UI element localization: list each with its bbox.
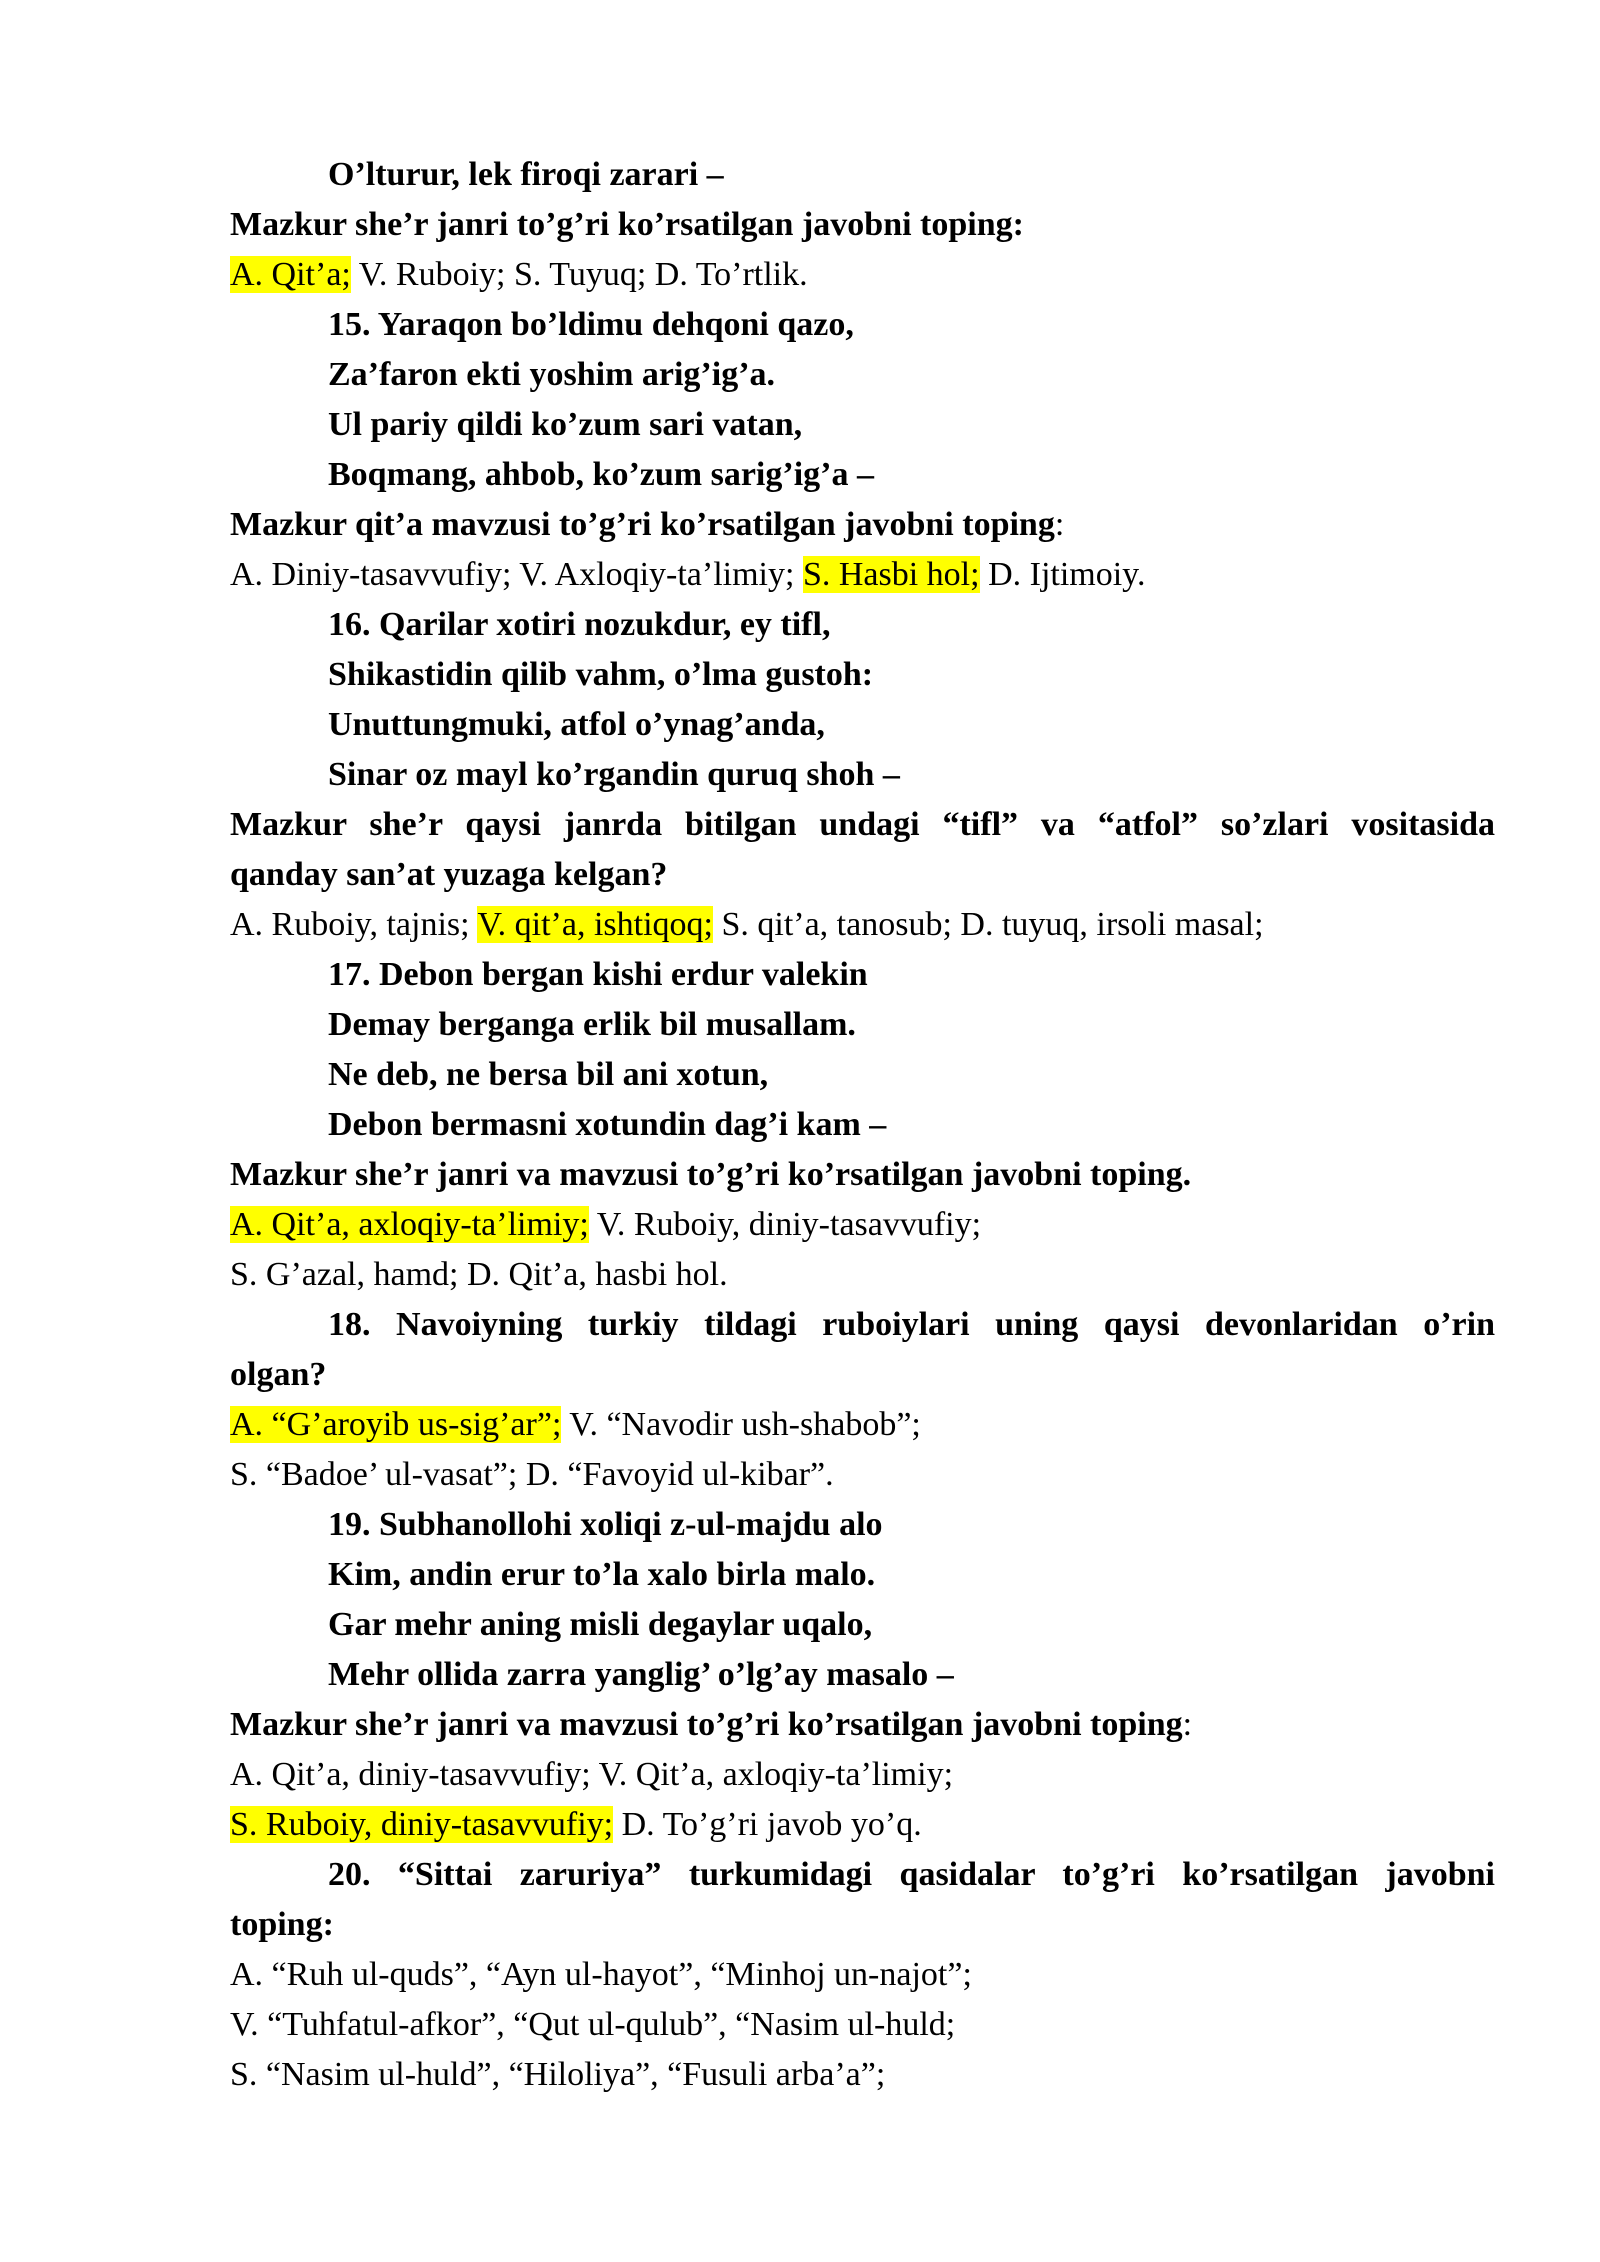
verse-line: 17. Debon bergan kishi erdur valekin <box>328 956 868 993</box>
verse-line: Boqmang, ahbob, ko’zum sarig’ig’a – <box>328 456 874 493</box>
correct-answer-highlight: A. Qit’a; <box>230 256 351 293</box>
answer-options-text: V. Ruboiy; S. Tuyuq; D. To’rtlik. <box>350 256 808 293</box>
verse-line: Za’faron ekti yoshim arig’ig’a. <box>328 356 776 393</box>
verse-line: Sinar oz mayl ko’rgandin quruq shoh – <box>328 756 900 793</box>
verse-line: Ne deb, ne bersa bil ani xotun, <box>328 1056 769 1093</box>
answer-options <box>230 1200 1495 1250</box>
answer-options-text: D. Ijtimoiy. <box>979 556 1146 593</box>
verse-line: Mehr ollida zarra yanglig’ o’lg’ay masalo – <box>328 1656 954 1693</box>
question-text: qanday san’at yuzaga kelgan? <box>230 856 668 893</box>
question-text: Mazkur she’r qaysi janrda bitilgan undagi “tifl” va “atfol” so’zlari vositasida <box>230 806 1495 843</box>
answer-options-text: S. qit’a, tanosub; D. tuyuq, irsoli masal; <box>712 906 1264 943</box>
answer-options <box>230 1400 1495 1450</box>
answer-options: S. G’azal, hamd; D. Qit’a, hasbi hol. <box>230 1256 728 1293</box>
answer-options: S. “Badoe’ ul-vasat”; D. “Favoyid ul-kibar”. <box>230 1456 834 1493</box>
answer-option: A. “Ruh ul-quds”, “Ayn ul-hayot”, “Minhoj un-najot”; <box>230 1956 972 1993</box>
correct-answer-highlight: S. Hasbi hol; <box>802 556 980 593</box>
answer-options-text: A. Ruboiy, tajnis; <box>230 906 478 943</box>
verse-line: Gar mehr aning misli degaylar uqalo, <box>328 1606 873 1643</box>
verse-line: Ul pariy qildi ko’zum sari vatan, <box>328 406 803 443</box>
question-text: olgan? <box>230 1356 327 1393</box>
correct-answer-highlight: A. “G’aroyib us-sig’ar”; <box>230 1406 562 1443</box>
question-colon: : <box>1054 506 1065 543</box>
correct-answer-highlight: V. qit’a, ishtiqoq; <box>477 906 713 943</box>
answer-options <box>230 550 1495 600</box>
verse-line: Debon bermasni xotundin dag’i kam – <box>328 1106 887 1143</box>
question-text <box>230 1700 1495 1750</box>
document-page <box>230 150 1495 2100</box>
question-text: toping: <box>230 1906 334 1943</box>
answer-options-text: V. Ruboiy, diniy-tasavvufiy; <box>588 1206 982 1243</box>
answer-options <box>230 250 1495 300</box>
verse-line: Unuttungmuki, atfol o’ynag’anda, <box>328 706 825 743</box>
answer-options: A. Qit’a, diniy-tasavvufiy; V. Qit’a, axloqiy-ta’limiy; <box>230 1756 954 1793</box>
answer-options <box>230 1800 1495 1850</box>
question-text <box>230 500 1495 550</box>
verse-line: 15. Yaraqon bo’ldimu dehqoni qazo, <box>328 306 854 343</box>
question-text: Mazkur she’r janri va mavzusi to’g’ri ko’rsatilgan javobni toping. <box>230 1156 1192 1193</box>
verse-line: Kim, andin erur to’la xalo birla malo. <box>328 1556 876 1593</box>
correct-answer-highlight: S. Ruboiy, diniy-tasavvufiy; <box>230 1806 614 1843</box>
verse-line: O’lturur, lek firoqi zarari – <box>328 156 724 193</box>
verse-line: Demay berganga erlik bil musallam. <box>328 1006 856 1043</box>
verse-line: Shikastidin qilib vahm, o’lma gustoh: <box>328 656 874 693</box>
verse-line: 19. Subhanollohi xoliqi z-ul-majdu alo <box>328 1506 883 1543</box>
question-text-bold: Mazkur she’r janri va mavzusi to’g’ri ko’rsatilgan javobni toping <box>230 1706 1183 1743</box>
question-text-bold: Mazkur qit’a mavzusi to’g’ri ko’rsatilgan javobni toping <box>230 506 1055 543</box>
correct-answer-highlight: A. Qit’a, axloqiy-ta’limiy; <box>230 1206 589 1243</box>
question-text: 18. Navoiyning turkiy tildagi ruboiylari uning qaysi devonlaridan o’rin <box>328 1306 1495 1343</box>
question-text: 20. “Sittai zaruriya” turkumidagi qasidalar to’g’ri ko’rsatilgan javobni <box>328 1856 1495 1893</box>
verse-line: 16. Qarilar xotiri nozukdur, ey tifl, <box>328 606 831 643</box>
answer-option: V. “Tuhfatul-afkor”, “Qut ul-qulub”, “Nasim ul-huld; <box>230 2006 956 2043</box>
answer-options <box>230 900 1495 950</box>
answer-options-text: V. “Navodir ush-shabob”; <box>561 1406 921 1443</box>
answer-options-text: D. To’g’ri javob yo’q. <box>613 1806 922 1843</box>
answer-option: S. “Nasim ul-huld”, “Hiloliya”, “Fusuli arba’a”; <box>230 2056 886 2093</box>
question-text: Mazkur she’r janri to’g’ri ko’rsatilgan javobni toping: <box>230 206 1024 243</box>
answer-options-text: A. Diniy-tasavvufiy; V. Axloqiy-ta’limiy; <box>230 556 803 593</box>
question-colon: : <box>1182 1706 1193 1743</box>
